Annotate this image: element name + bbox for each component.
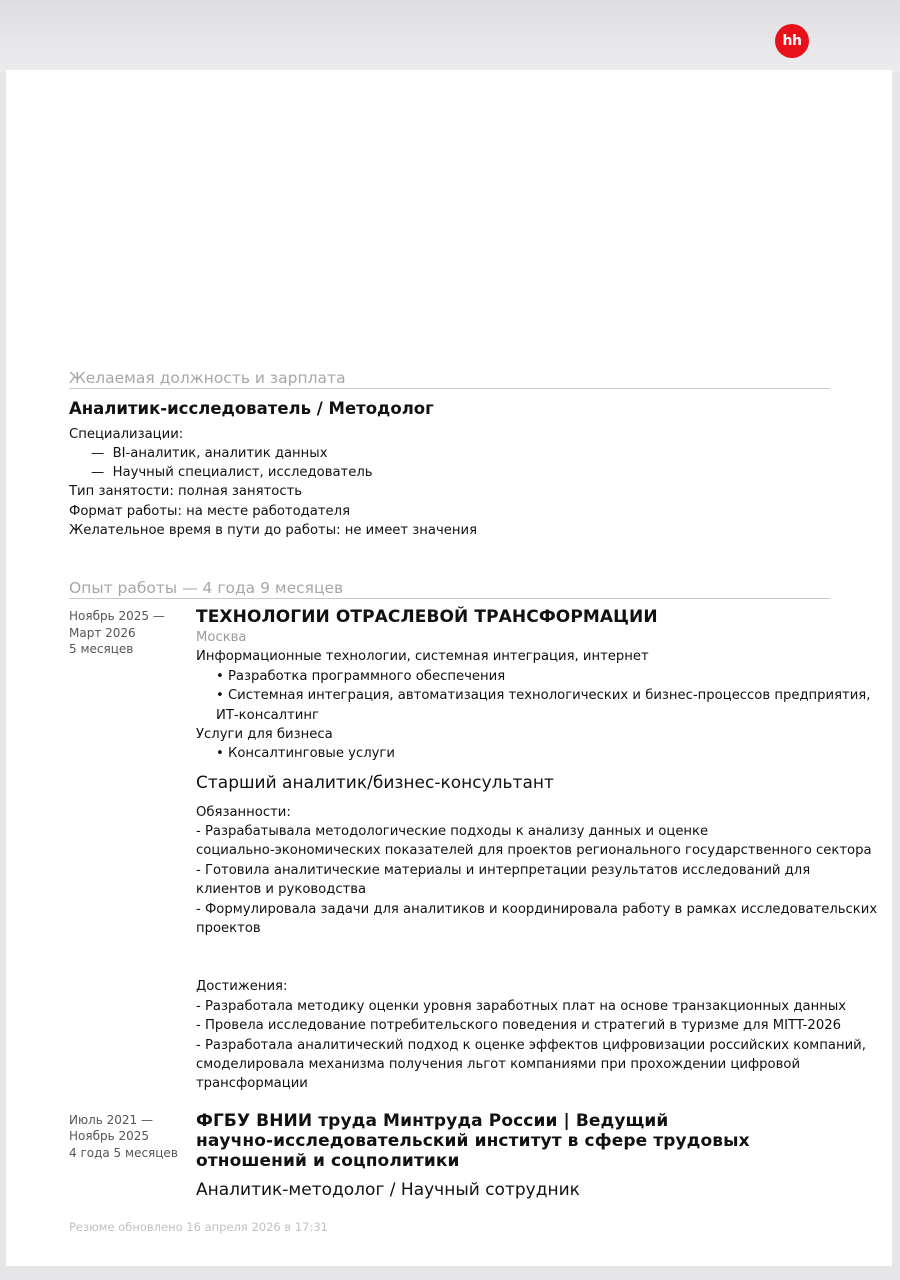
achievement-line: - Провела исследование потребительского поведения и стратегий в туризме для MITT-2026 bbox=[196, 1018, 841, 1033]
achievement-line: - Разработала аналитический подход к оценке эффектов цифровизации российских компаний, bbox=[196, 1038, 866, 1053]
duties-line: проектов bbox=[196, 921, 261, 936]
job-period-end: Ноябрь 2025 bbox=[69, 1129, 150, 1143]
job-role: Аналитик-методолог / Научный сотрудник bbox=[196, 1180, 580, 1200]
duties-line: - Готовила аналитические материалы и интерпретации результатов исследований для bbox=[196, 863, 811, 878]
duties-line: социально-экономических показателей для проектов регионального государственного сектора bbox=[196, 843, 872, 858]
industry-item: • Консалтинговые услуги bbox=[216, 746, 395, 761]
job-period-start: Июль 2021 — bbox=[69, 1113, 153, 1127]
hh-logo[interactable]: hh bbox=[775, 24, 809, 58]
job-company-line: отношений и соцполитики bbox=[196, 1151, 460, 1171]
employment-type: Тип занятости: полная занятость bbox=[69, 484, 303, 499]
job-company-line: научно-исследовательский институт в сфере трудовых bbox=[196, 1131, 750, 1151]
job-role: Старший аналитик/бизнес-консультант bbox=[196, 773, 554, 793]
industry-item: ИТ-консалтинг bbox=[216, 708, 319, 723]
duties-label: Обязанности: bbox=[196, 805, 291, 820]
viewer-top-band bbox=[0, 0, 900, 72]
job-period-end: Март 2026 bbox=[69, 626, 136, 640]
job-duration: 5 месяцев bbox=[69, 642, 134, 656]
job-industry: Услуги для бизнеса bbox=[196, 727, 333, 742]
resume-page bbox=[6, 70, 892, 1266]
job-company: ТЕХНОЛОГИИ ОТРАСЛЕВОЙ ТРАНСФОРМАЦИИ bbox=[196, 607, 658, 627]
job-duration: 4 года 5 месяцев bbox=[69, 1146, 178, 1160]
achievement-line: трансформации bbox=[196, 1076, 308, 1091]
commute-time: Желательное время в пути до работы: не имеет значения bbox=[69, 523, 478, 538]
work-format: Формат работы: на месте работодателя bbox=[69, 504, 351, 519]
desired-section-title: Желаемая должность и зарплата bbox=[69, 369, 830, 389]
achievement-line: - Разработала методику оценки уровня заработных плат на основе транзакционных данных bbox=[196, 999, 847, 1014]
job-industry: Информационные технологии, системная интеграция, интернет bbox=[196, 649, 649, 664]
duties-line: клиентов и руководства bbox=[196, 882, 367, 897]
specialization-item: — BI-аналитик, аналитик данных bbox=[91, 446, 328, 461]
achievements-label: Достижения: bbox=[196, 979, 288, 994]
industry-item: • Системная интеграция, автоматизация технологических и бизнес-процессов предприятия, bbox=[216, 688, 871, 703]
resume-updated-footer: Резюме обновлено 16 апреля 2026 в 17:31 bbox=[69, 1220, 328, 1234]
specialization-item: — Научный специалист, исследователь bbox=[91, 465, 373, 480]
job-company-line: ФГБУ ВНИИ труда Минтруда России | Ведущий bbox=[196, 1111, 669, 1131]
desired-position: Аналитик-исследователь / Методолог bbox=[69, 399, 434, 418]
duties-line: - Разрабатывала методологические подходы к анализу данных и оценке bbox=[196, 824, 709, 839]
duties-line: - Формулировала задачи для аналитиков и координировала работу в рамках исследовательских bbox=[196, 902, 878, 917]
achievement-line: смоделировала механизма получения льгот компаниями при прохождении цифровой bbox=[196, 1057, 801, 1072]
experience-section-title: Опыт работы — 4 года 9 месяцев bbox=[69, 579, 830, 599]
job-period-start: Ноябрь 2025 — bbox=[69, 609, 165, 623]
specializations-label: Специализации: bbox=[69, 427, 184, 442]
industry-item: • Разработка программного обеспечения bbox=[216, 669, 506, 684]
job-city: Москва bbox=[196, 630, 247, 645]
